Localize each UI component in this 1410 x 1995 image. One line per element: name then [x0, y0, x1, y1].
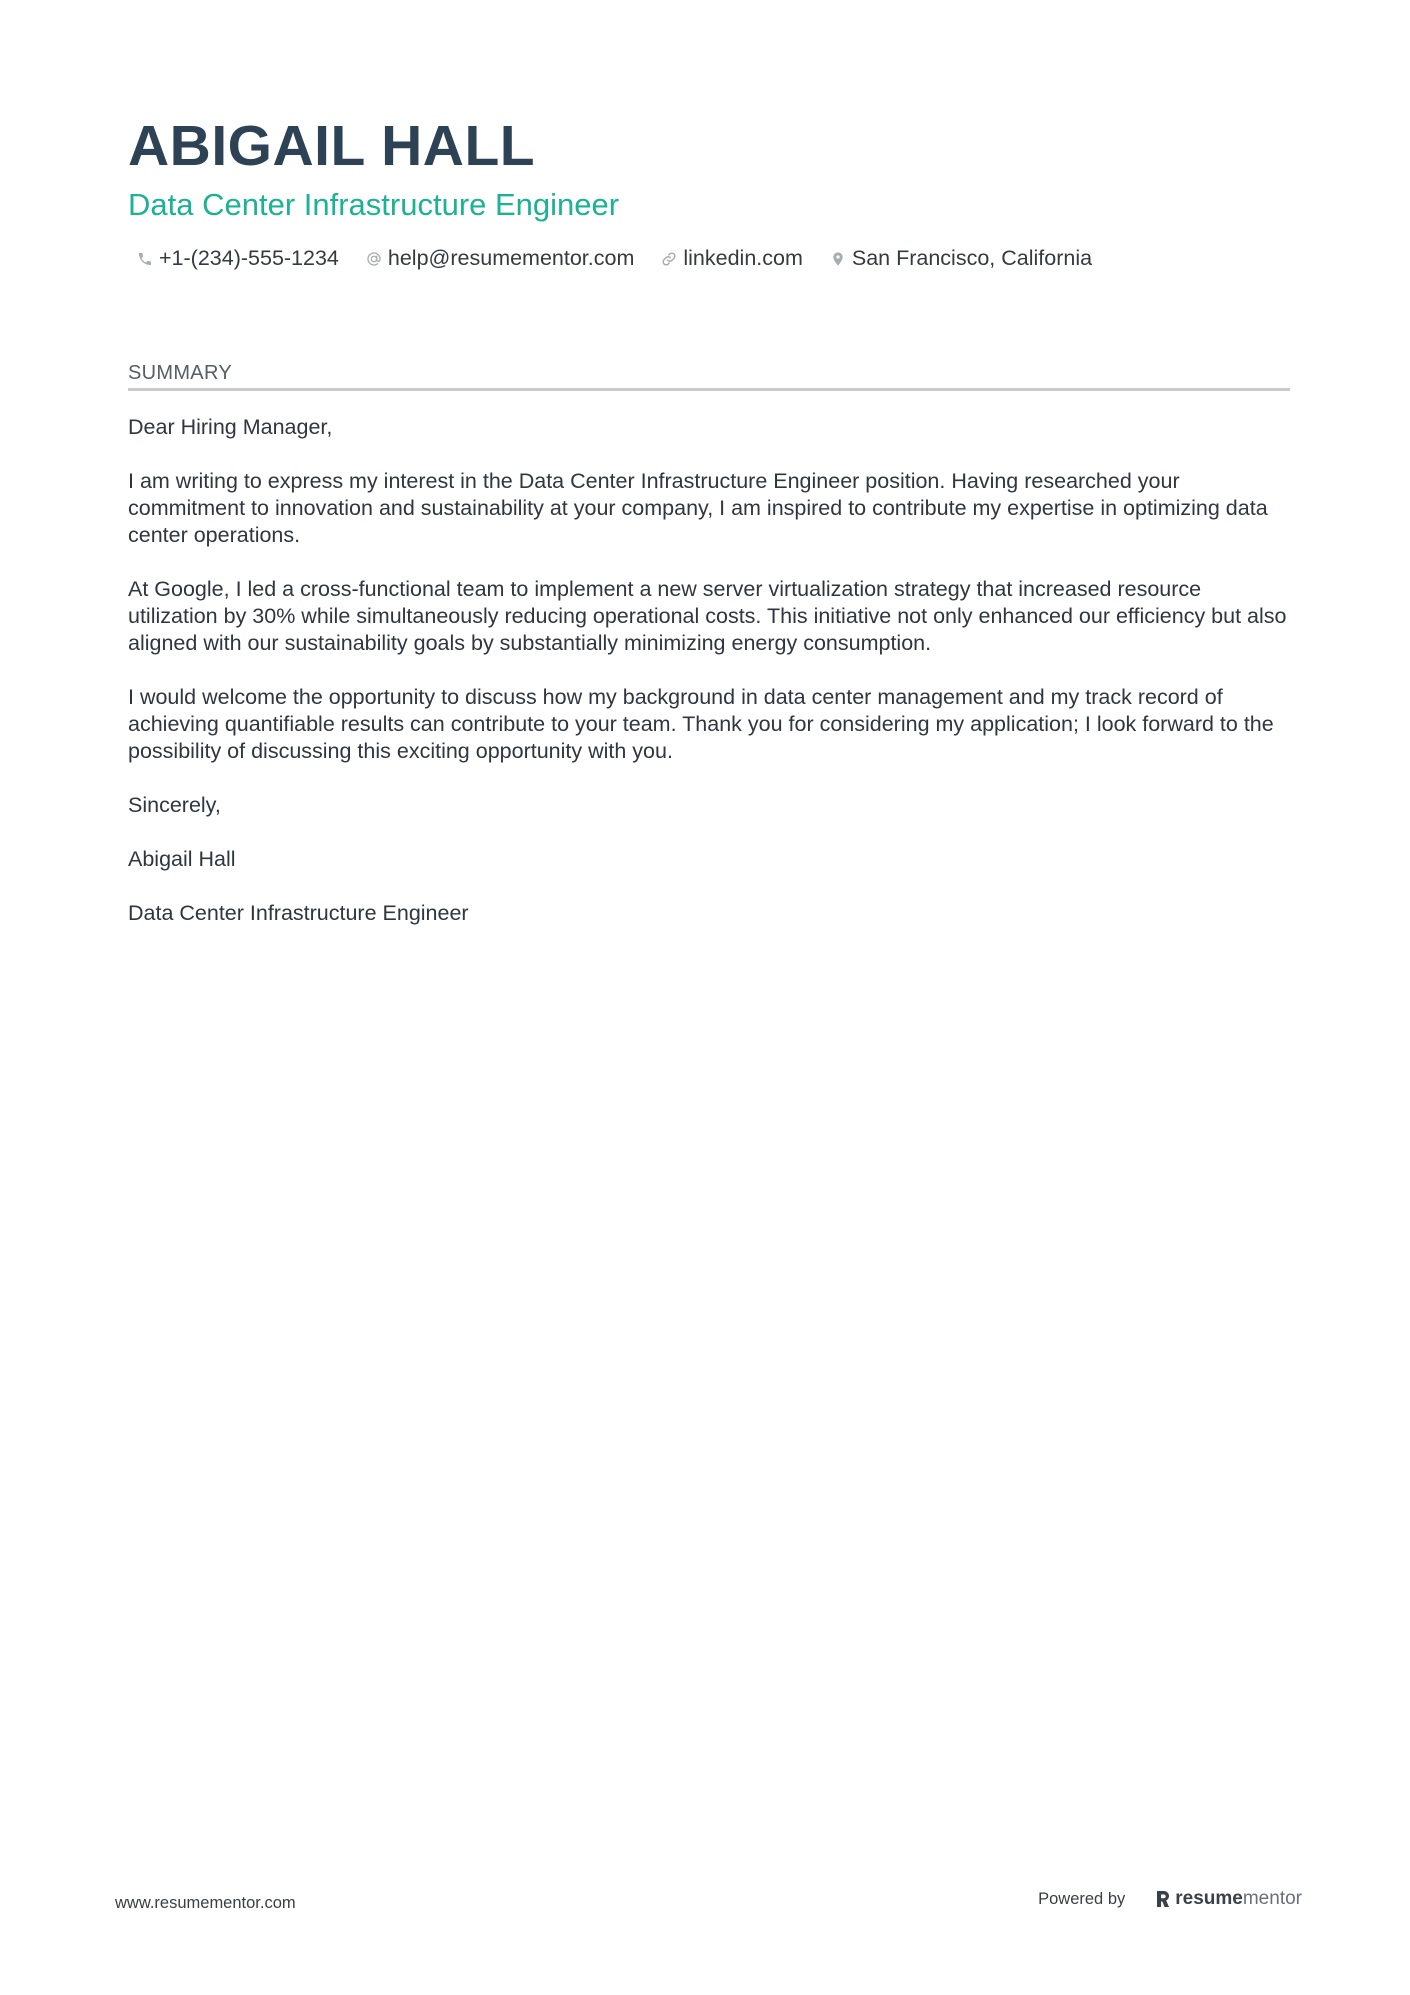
footer-branding — [1038, 1888, 1302, 1910]
contact-email[interactable] — [365, 246, 634, 271]
letter-closing: Sincerely, — [128, 793, 221, 817]
contact-linkedin[interactable] — [660, 246, 803, 271]
signature-name: Abigail Hall — [128, 847, 236, 871]
footer-website-link[interactable]: www.resumementor.com — [115, 1894, 296, 1912]
contact-phone[interactable] — [136, 246, 339, 271]
candidate-name: ABIGAIL HALL — [128, 114, 536, 178]
job-title: Data Center Infrastructure Engineer — [128, 187, 620, 222]
email-text: help@resumementor.com — [387, 246, 635, 270]
phone-text: +1-(234)-555-1234 — [159, 246, 339, 270]
letter-paragraph: At Google, I led a cross-functional team to implement a new server virtualization strategy that increased resource utilization by 30% while simultaneously reducing operational costs. This initiative not only enhanced our efficiency but also aligned with our sustainability goals by substantially minimizing energy consumption. — [128, 577, 1287, 655]
contact-location — [829, 246, 1092, 271]
summary-heading: SUMMARY — [128, 360, 1290, 391]
letter-greeting: Dear Hiring Manager, — [128, 415, 333, 439]
letter-paragraph: I am writing to express my interest in the Data Center Infrastructure Engineer position. Having researched your commitment to innovation and sustainability at your company, I am inspired to contribute my expertise in optimizing data center operations. — [128, 469, 1268, 547]
location-text: San Francisco, California — [851, 246, 1093, 270]
map-pin-icon — [829, 250, 847, 268]
brand-name-bold: resume — [1175, 1888, 1243, 1909]
phone-icon — [136, 250, 154, 268]
linkedin-text: linkedin.com — [683, 246, 803, 270]
brand-name-light: mentor — [1242, 1888, 1302, 1909]
powered-by-label: Powered by — [1038, 1889, 1126, 1908]
cover-letter-body — [128, 414, 1290, 954]
letter-paragraph: I would welcome the opportunity to discuss how my background in data center management and my track record of achieving quantifiable results can contribute to your team. Thank you for considering my application; I look forward to the possibility of discussing this exciting opportunity with you. — [128, 685, 1274, 763]
brand-mark-icon — [1155, 1889, 1171, 1909]
contact-bar — [136, 246, 1118, 271]
brand-logo[interactable] — [1155, 1888, 1302, 1910]
signature-title: Data Center Infrastructure Engineer — [128, 901, 469, 925]
link-icon — [660, 250, 678, 268]
at-icon — [365, 250, 383, 268]
